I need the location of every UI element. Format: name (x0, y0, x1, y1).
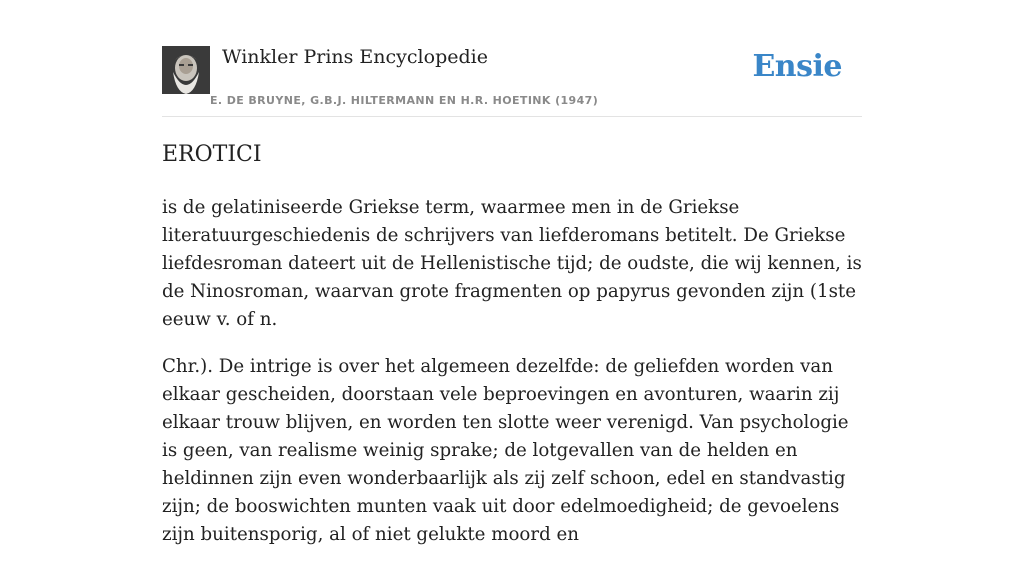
site-header (162, 44, 862, 117)
article (162, 140, 862, 568)
article-title: EROTICI (162, 142, 262, 167)
bearded-man-portrait-icon (162, 46, 210, 94)
ensie-logo[interactable]: Ensie (752, 49, 842, 84)
publication-authors: E. DE BRUYNE, G.B.J. HILTERMANN EN H.R. HOETINK (1947) (210, 94, 599, 107)
publication-title[interactable]: Winkler Prins Encyclopedie (222, 46, 488, 68)
article-paragraph-2: Chr.). De intrige is over het algemeen dezelfde: de geliefden worden van elkaar gescheiden, doorstaan vele beproevingen en avonturen, waarin zij elkaar trouw blijven, en worden ten slotte weer verenigd. Van psychologie is geen, van realisme weinig sprake; de lotgevallen van de helden en heldinnen zijn even wonderbaarlijk als zij zelf schoon, edel en standvastig zijn; de booswichten munten vaak uit door edelmoedigheid; de gevoelens zijn buitensporig, al of niet gelukte moord en (162, 356, 849, 545)
article-paragraph-1: is de gelatiniseerde Griekse term, waarmee men in de Griekse literatuurgeschiedenis de schrijvers van liefderomans betitelt. De Griekse liefdesroman dateert uit de Hellenistische tijd; de oudste, die wij kennen, is de Ninosroman, waarvan grote fragmenten op papyrus gevonden zijn (1ste eeuw v. of n. (162, 197, 862, 330)
